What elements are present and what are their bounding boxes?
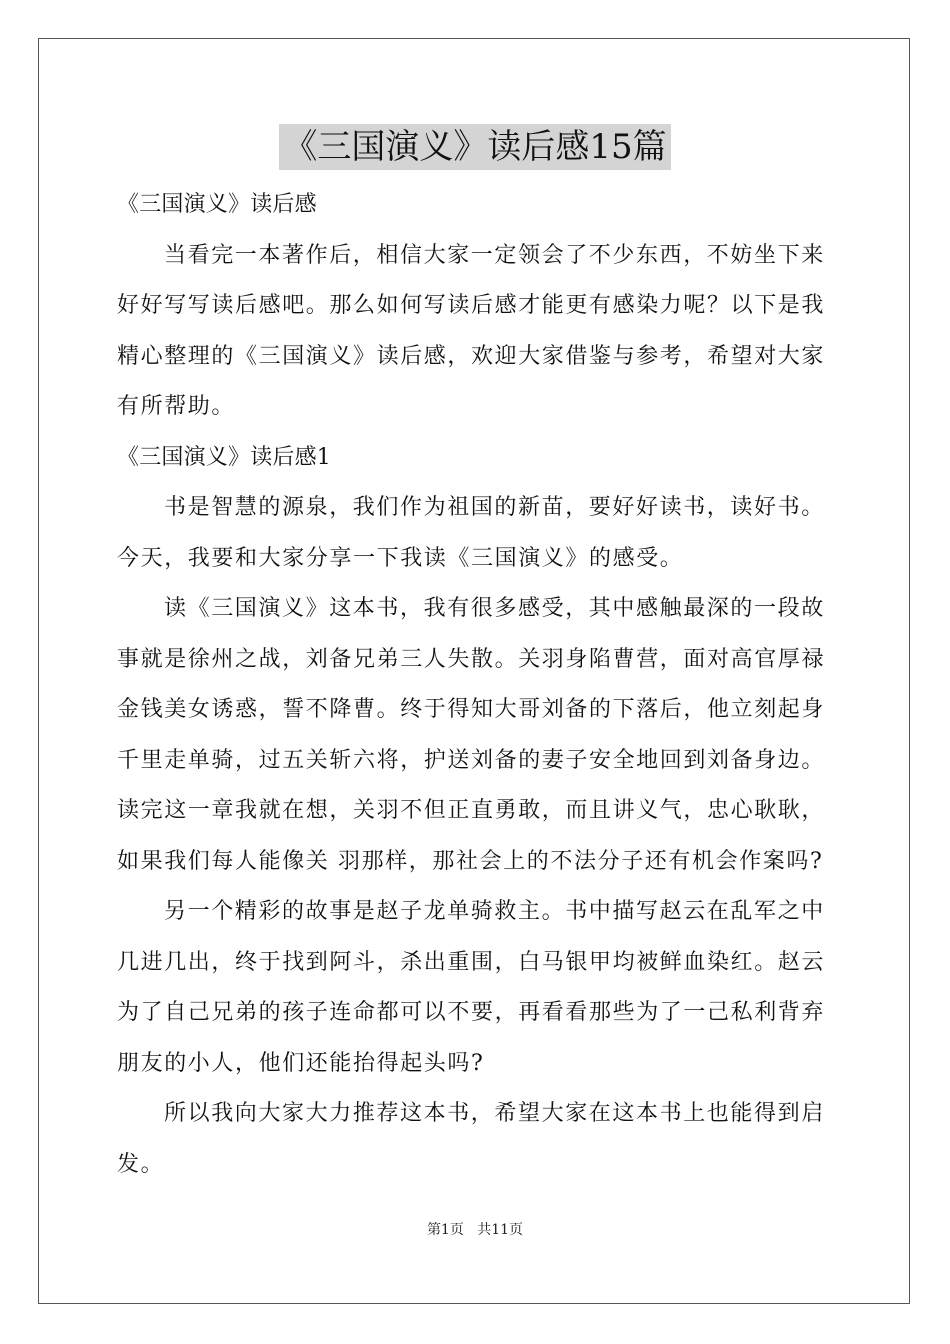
body-line: 朋友的小人，他们还能抬得起头吗?: [117, 1050, 485, 1076]
body-line: 《三国演义》读后感1: [117, 444, 331, 470]
document-body: [117, 180, 833, 1190]
body-line: 好好写写读后感吧。那么如何写读后感才能更有感染力呢？以下是我: [117, 293, 826, 318]
page-number: 第1页: [426, 1222, 464, 1238]
body-line: 精心整理的《三国演义》读后感，欢迎大家借鉴与参考，希望对大家: [117, 343, 826, 369]
body-line: 如果我们每人能像关 羽那样，那社会上的不法分子还有机会作案吗?: [117, 848, 824, 874]
body-line: 当看完一本著作后，相信大家一定领会了不少东西，不妨坐下来: [164, 242, 825, 268]
title-wrap: [0, 124, 950, 170]
body-line: 书是智慧的源泉，我们作为祖国的新苗，要好好读书，读好书。: [164, 495, 825, 520]
body-line: 为了自己兄弟的孩子连命都可以不要，再看看那些为了一己私利背弃: [117, 1000, 826, 1025]
body-line: 今天，我要和大家分享一下我读《三国演义》的感受。: [117, 545, 684, 571]
body-line: 读《三国演义》这本书，我有很多感受，其中感触最深的一段故: [164, 596, 825, 621]
body-line: 《三国演义》读后感: [117, 192, 317, 217]
page-footer: [0, 1220, 950, 1240]
body-line: 读完这一章我就在想，关羽不但正直勇敢，而且讲义气，忠心耿耿，: [117, 798, 826, 823]
body-line: 发。: [117, 1151, 165, 1177]
body-line: 有所帮助。: [117, 394, 236, 419]
document-title: 《三国演义》读后感15篇: [279, 124, 670, 170]
body-line: 另一个精彩的故事是赵子龙单骑救主。书中描写赵云在乱军之中: [164, 899, 825, 924]
body-line: 几进几出，终于找到阿斗，杀出重围，白马银甲均被鲜血染红。赵云: [117, 949, 826, 975]
page-total: 共11页: [477, 1222, 524, 1238]
body-line: 千里走单骑，过五关斩六将，护送刘备的妻子安全地回到刘备身边。: [117, 747, 826, 773]
body-line: 所以我向大家大力推荐这本书，希望大家在这本书上也能得到启: [164, 1101, 825, 1126]
body-line: 事就是徐州之战，刘备兄弟三人失散。关羽身陷曹营，面对高官厚禄: [117, 646, 826, 672]
body-line: 金钱美女诱惑，誓不降曹。终于得知大哥刘备的下落后，他立刻起身: [117, 697, 826, 722]
